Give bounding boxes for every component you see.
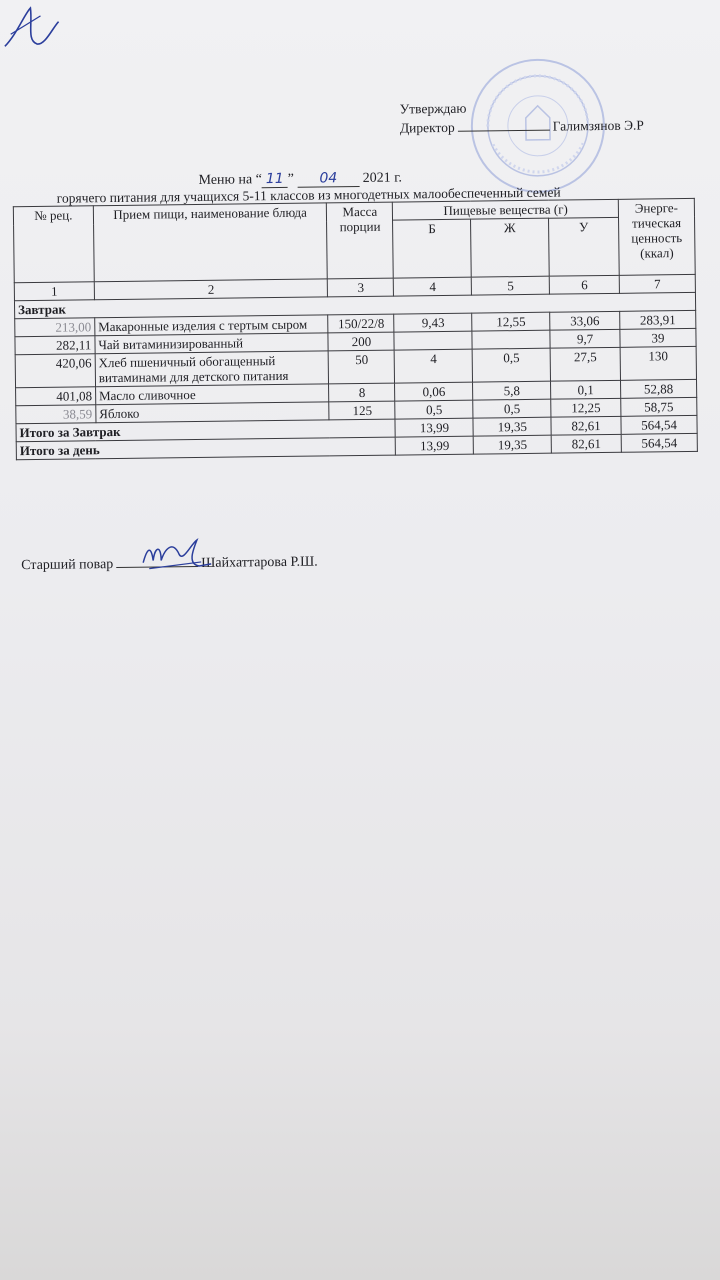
row-zh: 0,5 [473, 399, 551, 418]
header-u: У [549, 217, 620, 276]
col-number: 5 [472, 276, 550, 295]
total-breakfast-label: Итого за Завтрак [16, 419, 396, 442]
row-mass: 8 [329, 383, 395, 402]
cook-name: Шайхаттарова Р.Ш. [201, 554, 318, 571]
total-day-u: 82,61 [551, 434, 621, 453]
row-b: 9,43 [394, 313, 472, 332]
approve-label: Утверждаю [399, 100, 467, 117]
total-breakfast-zh: 19,35 [473, 417, 551, 436]
row-dish: Хлеб пшеничный обогащенный витаминами для детского питания [95, 351, 329, 387]
col-number: 3 [328, 278, 394, 297]
total-day-zh: 19,35 [473, 435, 551, 454]
row-zh: 0,5 [472, 348, 550, 382]
row-num: 420,06 [15, 354, 95, 388]
menu-table [13, 198, 698, 460]
total-breakfast-b: 13,99 [395, 418, 473, 437]
header-dish: Прием пищи, наименование блюда [93, 203, 328, 282]
title-year: 2021 г. [362, 170, 403, 186]
title-month: 04 [297, 170, 359, 188]
director-signature [0, 4, 67, 55]
menu-sheet [0, 0, 720, 624]
director-name: Галимзянов Э.Р [552, 117, 644, 134]
total-breakfast-kcal: 564,54 [621, 415, 697, 434]
section-label: Завтрак [14, 292, 695, 318]
row-num: 282,11 [15, 336, 95, 355]
col-number: 4 [394, 277, 472, 296]
col-number: 2 [94, 279, 328, 300]
approval-block [400, 97, 644, 138]
menu-subtitle: горячего питания для учащихся 5-11 классов из многодетных малообеспеченный семей [56, 184, 561, 206]
row-u: 27,5 [550, 347, 620, 381]
director-signature-line [458, 118, 550, 132]
row-num: 38,59 [16, 405, 96, 424]
row-kcal: 39 [620, 328, 696, 347]
row-zh: 5,8 [473, 381, 551, 400]
row-kcal: 58,75 [621, 397, 697, 416]
row-b: 4 [395, 349, 473, 383]
total-day-b: 13,99 [396, 436, 474, 455]
director-label: Директор [399, 119, 455, 136]
total-day-kcal: 564,54 [621, 433, 697, 452]
row-zh: 12,55 [472, 312, 550, 331]
row-u: 0,1 [551, 380, 621, 399]
row-kcal: 130 [620, 346, 696, 380]
row-b: 0,06 [395, 382, 473, 401]
title-quote-close: ” [287, 171, 295, 187]
col-number: 1 [14, 282, 94, 301]
header-num: № рец. [13, 206, 94, 283]
row-mass: 125 [329, 401, 395, 420]
row-kcal: 283,91 [620, 310, 696, 329]
row-b [394, 331, 472, 350]
col-number: 7 [619, 274, 695, 293]
total-breakfast-u: 82,61 [551, 416, 621, 435]
row-mass: 200 [328, 332, 394, 351]
row-u: 12,25 [551, 398, 621, 417]
title-day: 11 [262, 171, 288, 188]
row-mass: 50 [329, 350, 395, 384]
row-num: 213,00 [15, 318, 95, 337]
header-energy: Энерге-тическая ценность (ккал) [618, 198, 695, 275]
col-number: 6 [549, 275, 619, 294]
row-dish: Чай витаминизированный [95, 333, 329, 354]
row-b: 0,5 [395, 400, 473, 419]
row-dish: Макаронные изделия с тертым сыром [95, 315, 329, 336]
cook-label: Старший повар [21, 557, 114, 574]
cook-signature [139, 534, 215, 575]
row-kcal: 52,88 [621, 379, 697, 398]
header-b: Б [393, 219, 472, 278]
row-num: 401,08 [16, 387, 96, 406]
total-day-label: Итого за день [16, 437, 396, 460]
row-dish: Масло сливочное [95, 384, 329, 405]
header-zh: Ж [471, 218, 550, 277]
row-mass: 150/22/8 [328, 314, 394, 333]
header-nutrients: Пищевые вещества (г) [393, 199, 619, 220]
title-prefix: Меню на “ [198, 172, 262, 188]
row-u: 9,7 [550, 329, 620, 348]
row-u: 33,06 [550, 311, 620, 330]
row-dish: Яблоко [96, 402, 330, 423]
row-zh [472, 330, 550, 349]
header-mass: Масса порции [327, 202, 394, 279]
